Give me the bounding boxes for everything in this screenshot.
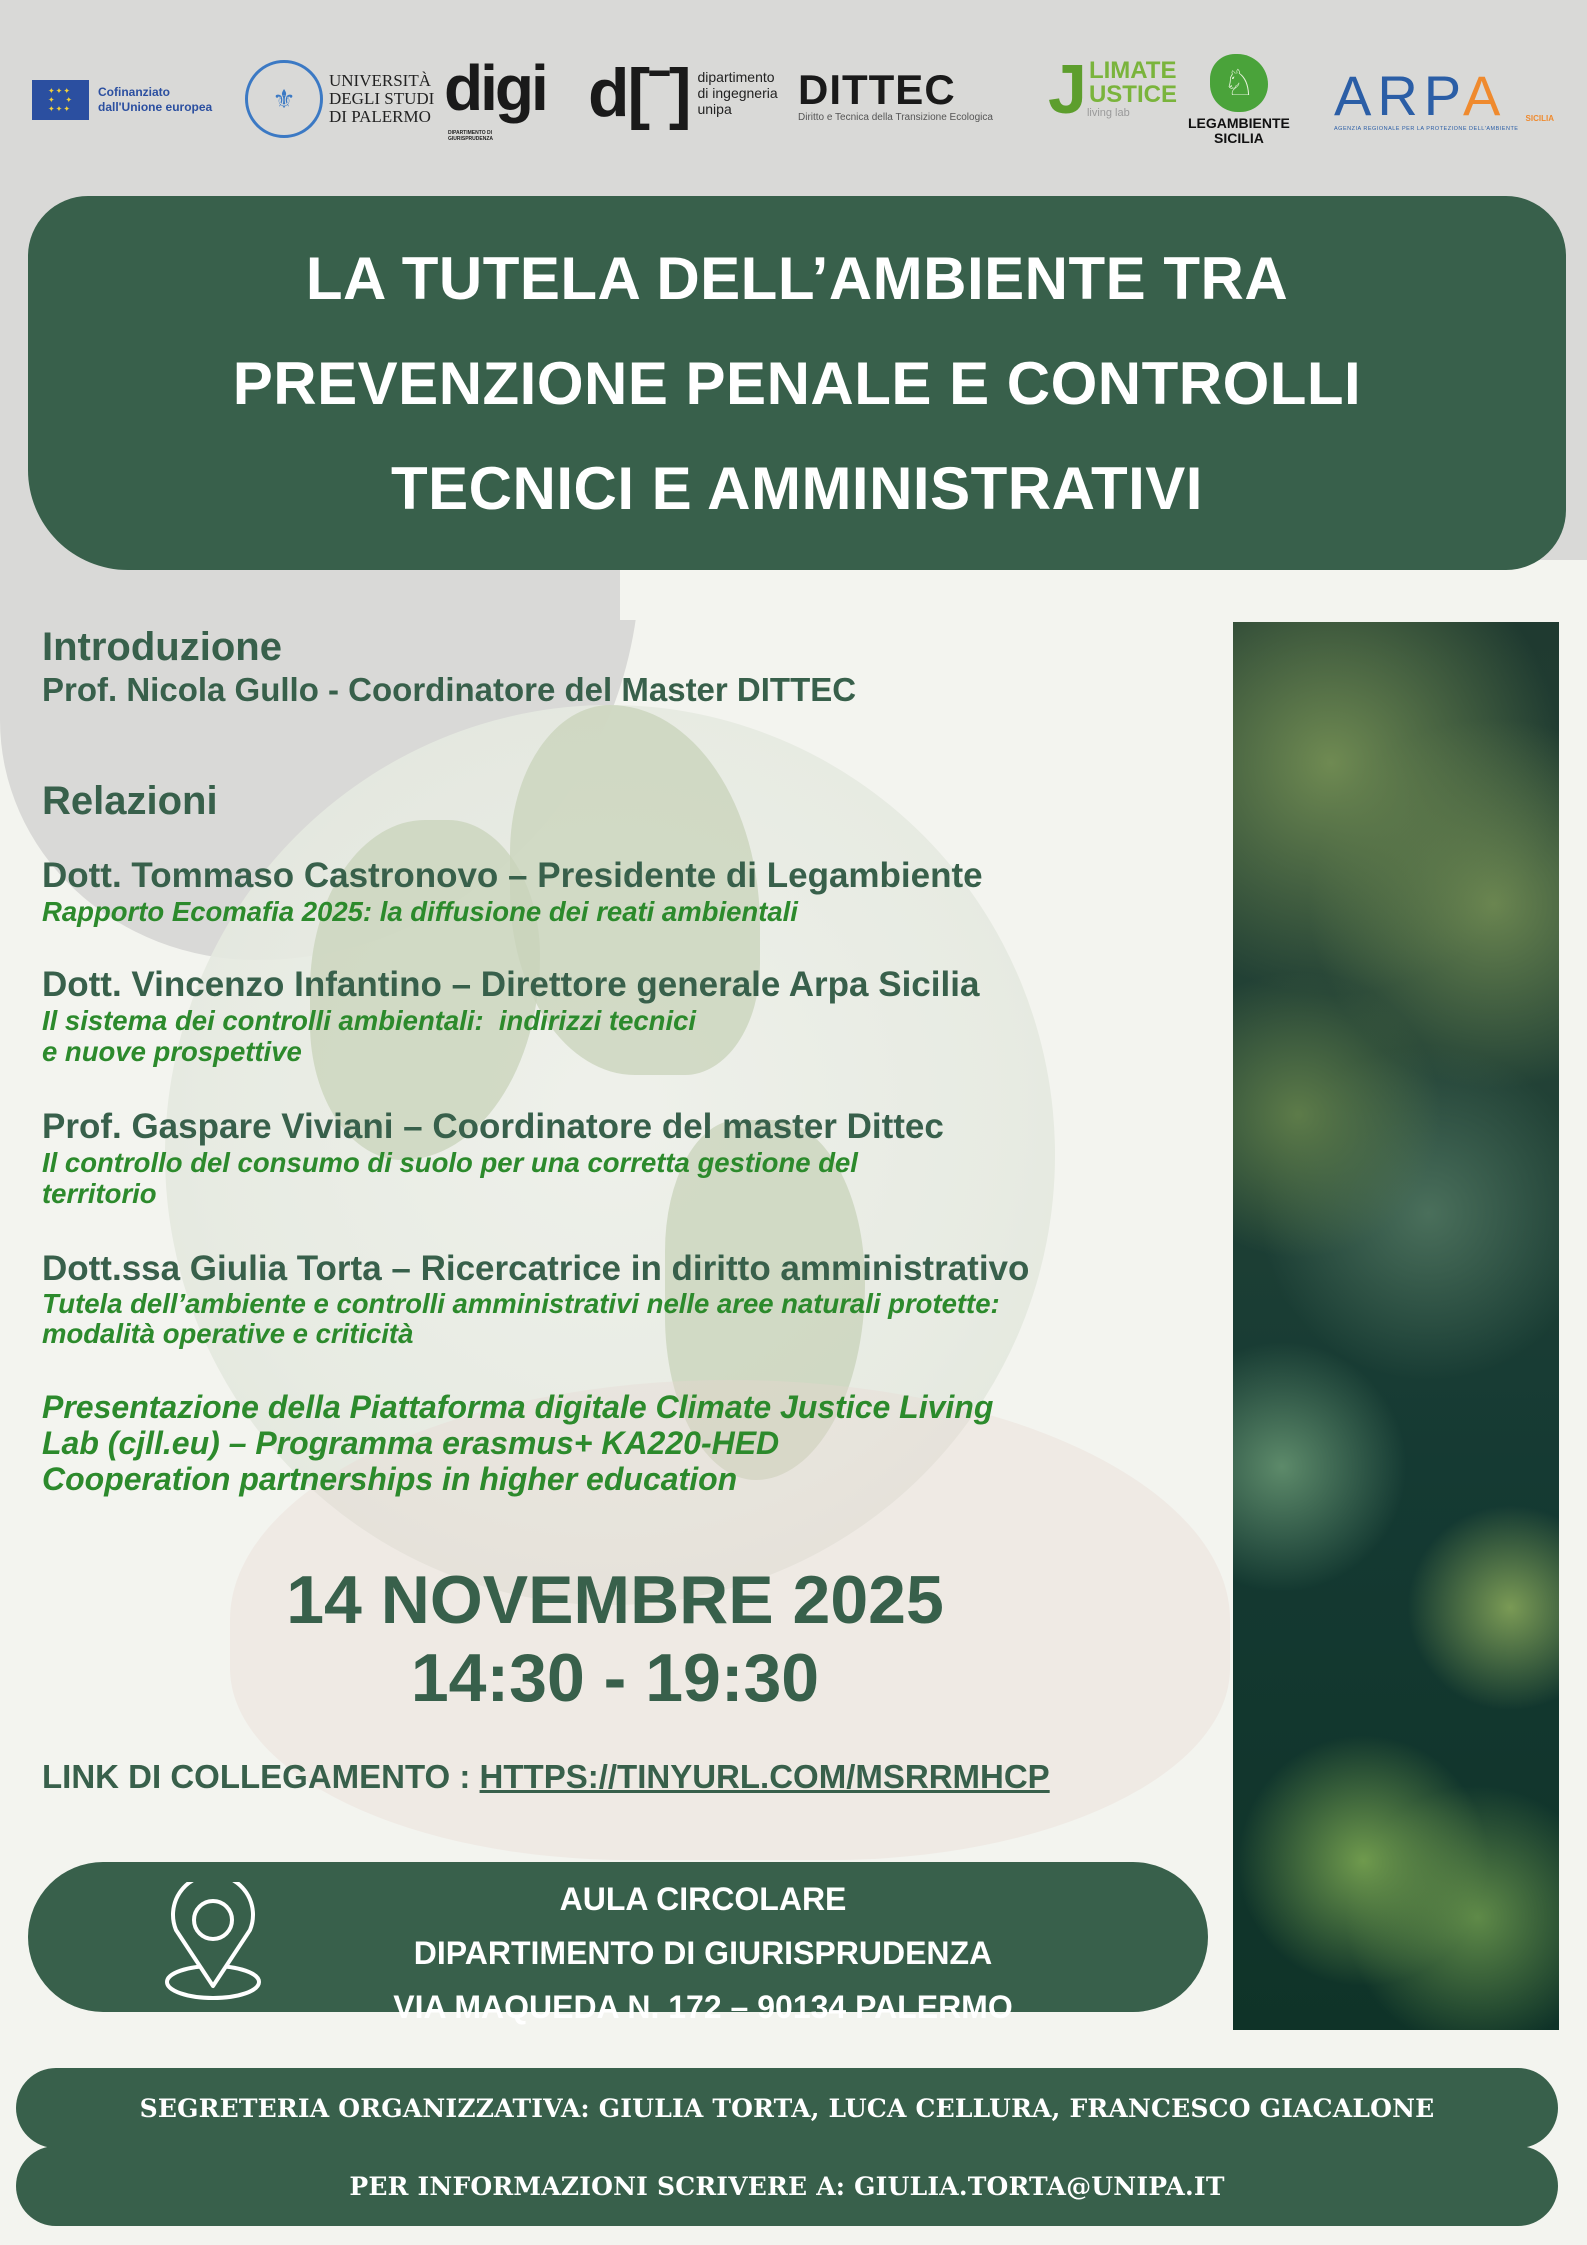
eu-flag-icon: ✦✦✦ ✦ ✦ ✦✦✦ [32, 80, 89, 120]
climate-justice-logo-line1: LIMATE [1088, 57, 1177, 84]
talk-speaker: Prof. Gaspare Viviani – Coordinatore del master Dittec [42, 1107, 944, 1146]
unipa-logo [245, 60, 434, 138]
program [42, 624, 1232, 1497]
arpa-logo-region: SICILIA [1525, 114, 1554, 123]
presentation-line: Cooperation partnerships in higher education [42, 1461, 738, 1497]
venue-line: DIPARTIMENTO DI GIURISPRUDENZA [413, 1935, 993, 1971]
talk-speaker: Dott. Tommaso Castronovo – Presidente di Legambiente [42, 856, 983, 895]
arpa-logo-name-accent: A [1463, 64, 1507, 127]
unipa-logo-line1: UNIVERSITÀ [329, 71, 431, 90]
partner-logos [0, 40, 1587, 160]
arpa-logo [1334, 64, 1554, 132]
title-banner [28, 196, 1566, 570]
digi-logo [444, 52, 564, 148]
talk-topic: Tutela dell’ambiente e controlli amministrativi nelle aree naturali protette: [42, 1288, 1000, 1319]
unipa-logo-line3: DI PALERMO [329, 107, 431, 126]
presentation-item [42, 1389, 1232, 1497]
talk-topic: Il controllo del consumo di suolo per una corretta gestione del [42, 1147, 858, 1178]
climate-justice-logo [1048, 50, 1177, 128]
dittec-logo-sub: Diritto e Tecnica della Transizione Ecologica [798, 112, 993, 123]
page-title-line: TECNICI E AMMINISTRATIVI [391, 454, 1203, 522]
page-title-line: PREVENZIONE PENALE E CONTROLLI [232, 349, 1362, 417]
meeting-link[interactable]: HTTPS://TINYURL.COM/MSRRMHCP [479, 1758, 1050, 1795]
secretariat-banner [16, 2068, 1558, 2148]
info-banner [16, 2146, 1558, 2226]
unipa-seal-icon: ⚜ [245, 60, 323, 138]
arpa-logo-name: ARP [1334, 64, 1463, 127]
swan-icon: ♘ [1210, 54, 1268, 112]
legambiente-logo [1188, 54, 1290, 146]
link-label: LINK DI COLLEGAMENTO : [42, 1758, 480, 1795]
legambiente-logo-line1: LEGAMBIENTE [1188, 115, 1290, 131]
legambiente-logo-line2: SICILIA [1214, 130, 1264, 146]
presentation-line: Lab (cjll.eu) – Programma erasmus+ KA220-HED [42, 1425, 780, 1461]
dij-logo-mark: d[ˉ] [588, 55, 690, 131]
talk-topic: territorio [42, 1178, 157, 1209]
digi-logo-name: digi [444, 52, 546, 124]
dij-logo [588, 55, 778, 131]
arpa-logo-sub: AGENZIA REGIONALE PER LA PROTEZIONE DELL'AMBIENTE [1334, 126, 1519, 132]
talk-speaker: Dott.ssa Giulia Torta – Ricercatrice in diritto amministrativo [42, 1249, 1030, 1288]
talks-heading: Relazioni [42, 779, 218, 823]
talk-item [42, 1107, 1232, 1209]
talk-item [42, 965, 1232, 1067]
talk-topic: modalità operative e criticità [42, 1318, 414, 1349]
presentation-line: Presentazione della Piattaforma digitale Climate Justice Living [42, 1389, 994, 1425]
talk-item [42, 1249, 1232, 1349]
event-time: 14:30 - 19:30 [410, 1640, 820, 1716]
climate-justice-logo-mark: J [1048, 50, 1087, 128]
intro-speaker: Prof. Nicola Gullo - Coordinatore del Master DITTEC [42, 671, 857, 708]
intro-heading: Introduzione [42, 625, 282, 669]
climate-justice-logo-sub: living lab [1086, 107, 1130, 119]
unipa-logo-line2: DEGLI STUDI [329, 89, 435, 108]
venue-line: AULA CIRCOLARE [559, 1881, 847, 1917]
venue-line: VIA MAQUEDA N. 172 – 90134 PALERMO [393, 1989, 1013, 2025]
dij-logo-line1: dipartimento [697, 69, 775, 85]
talk-topic: e nuove prospettive [42, 1036, 302, 1067]
location-pin-icon [158, 1882, 268, 2002]
secretariat-text: SEGRETERIA ORGANIZZATIVA: GIULIA TORTA, LUCA CELLURA, FRANCESCO GIACALONE [139, 2093, 1435, 2123]
forest-photo [1233, 622, 1559, 2030]
info-text: PER INFORMAZIONI SCRIVERE A: GIULIA.TORTA@UNIPA.IT [349, 2171, 1225, 2201]
venue-banner [28, 1862, 1208, 2025]
eu-logo-line1: Cofinanziato [98, 85, 170, 99]
talk-topic: Il sistema dei controlli ambientali: indirizzi tecnici [42, 1005, 697, 1036]
dij-logo-line2: di ingegneria [697, 85, 778, 101]
dittec-logo-name: DITTEC [798, 66, 956, 113]
talk-item [42, 856, 1232, 927]
dij-logo-line3: unipa [697, 101, 732, 117]
climate-justice-logo-line2: USTICE [1088, 81, 1177, 108]
talk-topic: Rapporto Ecomafia 2025: la diffusione dei reati ambientali [42, 896, 798, 927]
dittec-logo [798, 66, 993, 123]
page-title-line: LA TUTELA DELL’AMBIENTE TRA [305, 244, 1289, 312]
talk-speaker: Dott. Vincenzo Infantino – Direttore generale Arpa Sicilia [42, 965, 980, 1004]
eu-logo [32, 80, 212, 120]
link-row [42, 1757, 1050, 1797]
event-date: 14 NOVEMBRE 2025 [286, 1562, 944, 1638]
digi-logo-sub: DIPARTIMENTO DI GIURISPRUDENZA [448, 130, 494, 142]
eu-logo-line2: dall'Unione europea [98, 100, 213, 114]
